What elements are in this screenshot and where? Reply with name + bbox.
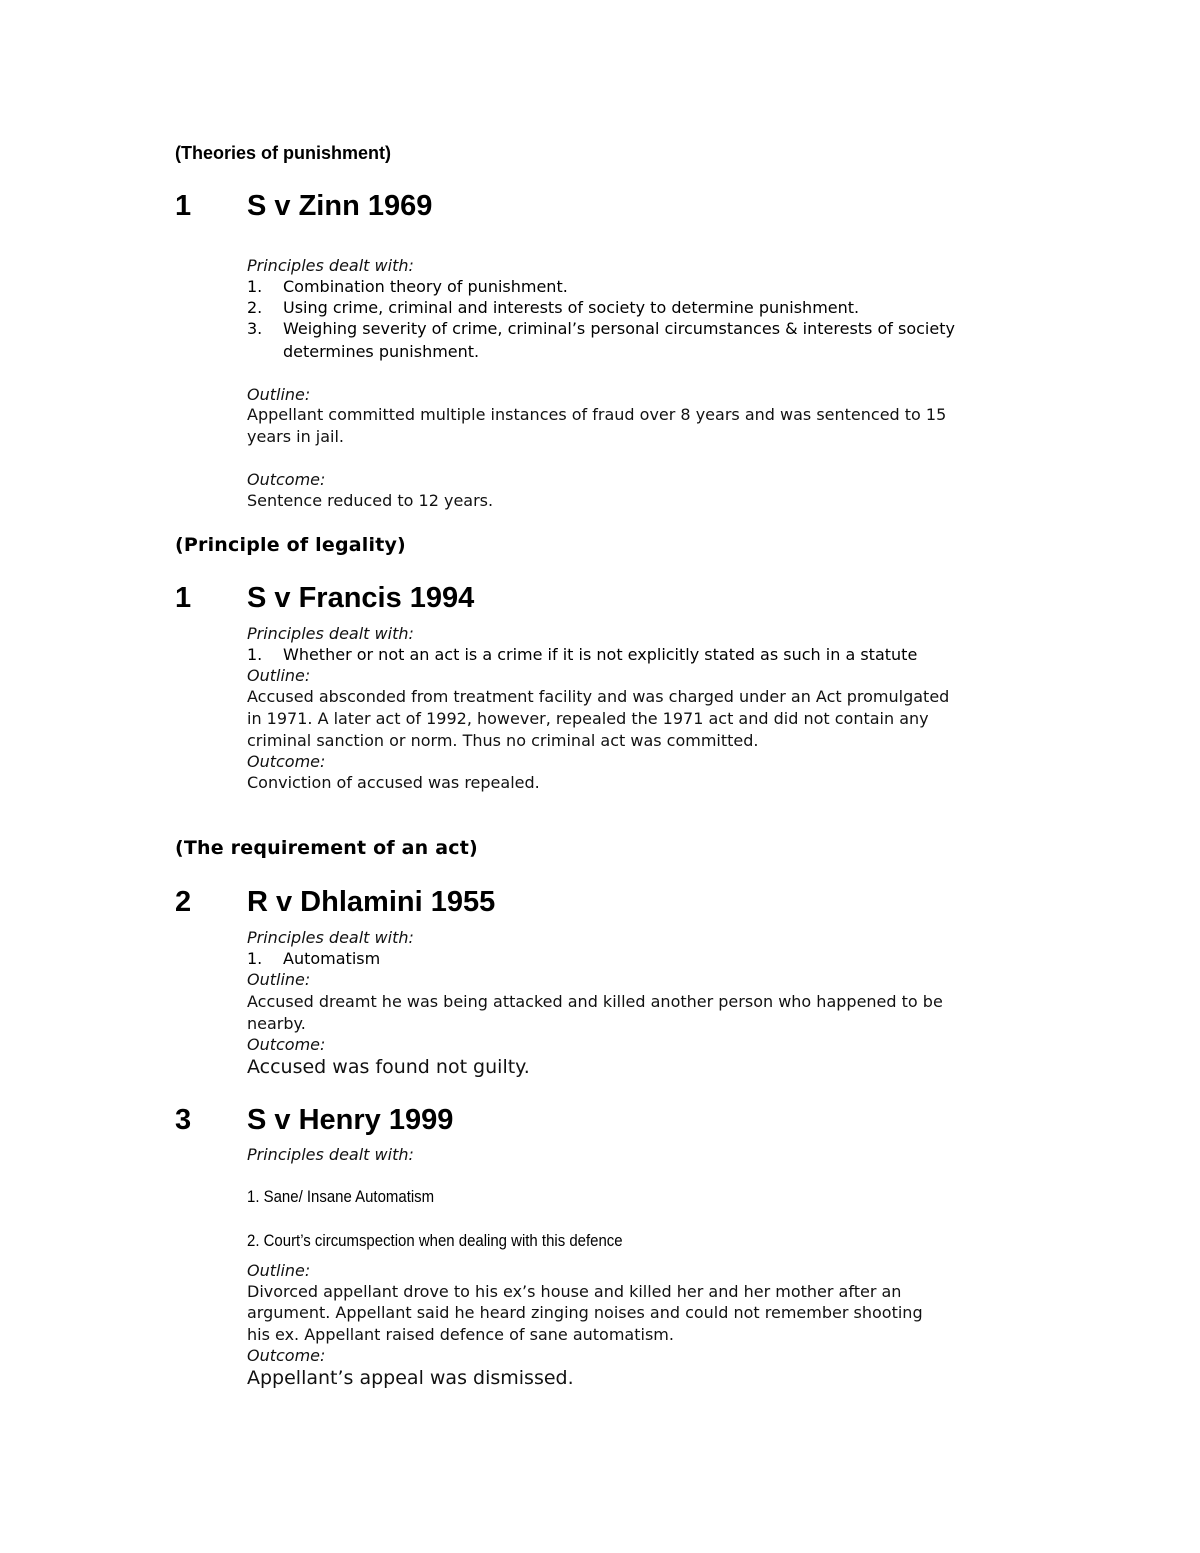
section-heading-legality: (Principle of legality)	[175, 534, 406, 556]
principles-label: Principles dealt with:	[247, 928, 414, 947]
case-number: 3	[175, 1104, 192, 1136]
case-number: 1	[175, 582, 192, 614]
principles-label: Principles dealt with:	[247, 1145, 414, 1164]
list-item-text: Weighing severity of crime, criminal’s personal circumstances & interests of society	[283, 319, 955, 338]
outline-text: criminal sanction or norm. Thus no criminal act was committed.	[247, 731, 759, 750]
list-item-text: determines punishment.	[283, 342, 480, 361]
outcome-label: Outcome:	[247, 1346, 326, 1365]
outcome-text: Appellant’s appeal was dismissed.	[247, 1367, 574, 1389]
list-item-number: 1.	[247, 645, 263, 664]
list-item-text: Using crime, criminal and interests of society to determine punishment.	[283, 298, 860, 317]
list-item-number: 1.	[247, 949, 263, 968]
list-item-text: Automatism	[283, 949, 381, 968]
outcome-label: Outcome:	[247, 752, 326, 771]
outcome-text: Conviction of accused was repealed.	[247, 773, 540, 792]
list-item-text: Whether or not an act is a crime if it is not explicitly stated as such in a statute	[283, 645, 918, 664]
outline-text: years in jail.	[247, 427, 345, 446]
list-item-number: 3.	[247, 319, 263, 338]
outline-label: Outline:	[247, 385, 311, 404]
outline-label: Outline:	[247, 1261, 311, 1280]
case-title: R v Dhlamini 1955	[247, 886, 496, 918]
outline-text: Divorced appellant drove to his ex’s house and killed her and her mother after an	[247, 1282, 902, 1301]
outline-text: Appellant committed multiple instances of fraud over 8 years and was sentenced to 15	[247, 405, 947, 424]
case-title: S v Francis 1994	[247, 582, 475, 614]
outline-text: in 1971. A later act of 1992, however, repealed the 1971 act and did not contain any	[247, 709, 929, 728]
principles-label: Principles dealt with:	[247, 624, 414, 643]
section-heading-act: (The requirement of an act)	[175, 837, 478, 859]
outline-text: nearby.	[247, 1014, 306, 1033]
outline-text: his ex. Appellant raised defence of sane automatism.	[247, 1325, 674, 1344]
list-item-text: 2. Court’s circumspection when dealing with this defence	[247, 1231, 623, 1250]
outcome-text: Accused was found not guilty.	[247, 1056, 530, 1078]
outline-text: argument. Appellant said he heard zinging noises and could not remember shooting	[247, 1303, 923, 1322]
outcome-text: Sentence reduced to 12 years.	[247, 491, 494, 510]
outline-label: Outline:	[247, 666, 311, 685]
outcome-label: Outcome:	[247, 1035, 326, 1054]
principles-label: Principles dealt with:	[247, 256, 414, 275]
section-heading-punishment: (Theories of punishment)	[175, 143, 391, 163]
list-item-text: 1. Sane/ Insane Automatism	[247, 1187, 435, 1206]
case-number: 1	[175, 190, 192, 222]
outcome-label: Outcome:	[247, 470, 326, 489]
list-item-number: 1.	[247, 277, 263, 296]
outline-text: Accused absconded from treatment facility and was charged under an Act promulgated	[247, 687, 950, 706]
case-number: 2	[175, 886, 192, 918]
case-title: S v Henry 1999	[247, 1104, 454, 1136]
list-item-text: Combination theory of punishment.	[283, 277, 568, 296]
outline-text: Accused dreamt he was being attacked and killed another person who happened to be	[247, 992, 943, 1011]
case-title: S v Zinn 1969	[247, 190, 433, 222]
outline-label: Outline:	[247, 970, 311, 989]
list-item-number: 2.	[247, 298, 263, 317]
